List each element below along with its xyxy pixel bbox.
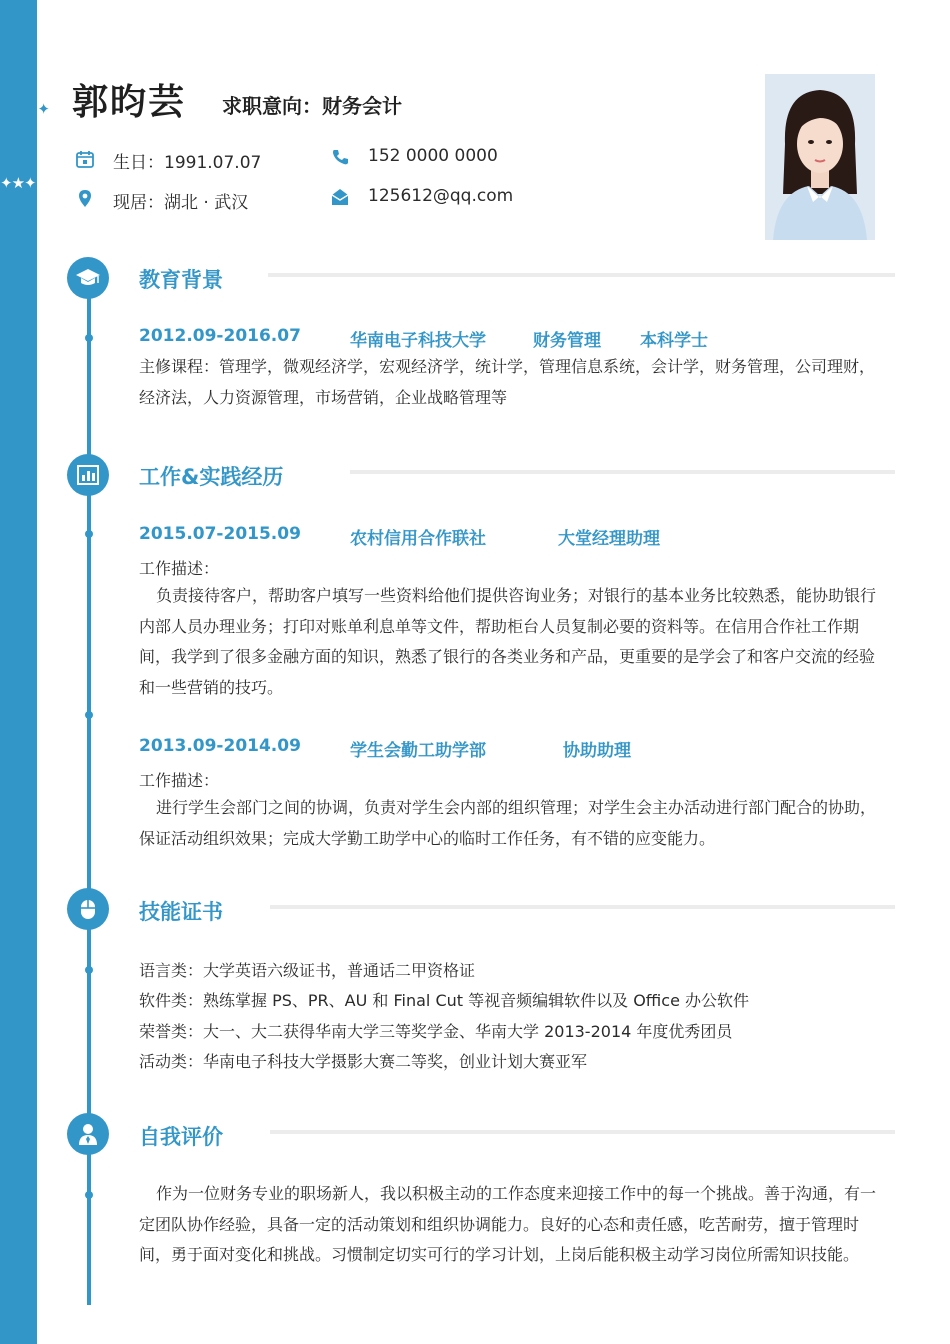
left-accent-bar [0, 0, 37, 1344]
timeline-dot [85, 334, 93, 342]
phone-text: 152 0000 0000 [368, 146, 498, 166]
section-divider [350, 470, 895, 474]
candidate-name: 郭昀芸 [72, 82, 187, 123]
timeline-dot [85, 966, 93, 974]
residence-text: 现居：湖北 · 武汉 [113, 193, 249, 213]
mouse-icon [67, 888, 109, 930]
section-title-education: 教育背景 [139, 268, 223, 292]
graduation-cap-icon [67, 257, 109, 299]
education-school: 华南电子科技大学 [350, 331, 486, 351]
section-divider [268, 273, 895, 277]
work-description: 进行学生会部门之间的协调，负责对学生会内部的组织管理；对学生会主办活动进行部门配合的协助，保证活动组织效果；完成大学勤工助学中心的临时工作任务，有不错的应变能力。 [139, 798, 877, 848]
section-divider [270, 1130, 895, 1134]
user-icon [67, 1113, 109, 1155]
timeline-dot [85, 530, 93, 538]
skill-line: 荣誉类：大一、大二获得华南大学三等奖学金、华南大学 2013-2014 年度优秀团员 [139, 1022, 733, 1041]
section-title-self: 自我评价 [139, 1125, 223, 1149]
email-icon [330, 187, 350, 207]
self-evaluation-text: 作为一位财务专业的职场新人，我以积极主动的工作态度来迎接工作中的每一个挑战。善于沟通，有一定团队协作经验，具备一定的活动策划和组织协调能力。良好的心态和责任感，吃苦耐劳，擅于管理时间，勇于面对变化和挑战。习惯制定切实可行的学习计划，上岗后能积极主动学习岗位所需知识技能。 [139, 1184, 877, 1264]
job-intent: 求职意向：财务会计 [222, 94, 402, 118]
skill-line: 软件类：熟练掌握 PS、PR、AU 和 Final Cut 等视音频编辑软件以及 Office 办公软件 [139, 991, 749, 1010]
email-text: 125612@qq.com [368, 186, 514, 206]
section-divider [270, 905, 895, 909]
work-desc-label: 工作描述： [139, 559, 220, 578]
section-title-work: 工作&实践经历 [139, 465, 284, 489]
work-date: 2013.09-2014.09 [139, 736, 301, 756]
education-courses: 主修课程：管理学，微观经济学，宏观经济学，统计学，管理信息系统，会计学，财务管理，公司理财，经济法，人力资源管理，市场营销，企业战略管理等 [139, 357, 876, 407]
work-date: 2015.07-2015.09 [139, 524, 301, 544]
birthday-text: 生日：1991.07.07 [113, 153, 262, 173]
education-date: 2012.09-2016.07 [139, 326, 301, 346]
work-role: 协助助理 [563, 741, 631, 761]
skill-line: 语言类：大学英语六级证书，普通话二甲资格证 [139, 961, 476, 980]
calendar-icon [75, 149, 95, 169]
work-org: 农村信用合作联社 [350, 529, 486, 549]
star-decoration-icon: ☆★☆✦ [0, 100, 49, 118]
section-title-skills: 技能证书 [139, 900, 223, 924]
work-org: 学生会勤工助学部 [350, 741, 486, 761]
timeline-dot [85, 1191, 93, 1199]
skill-line: 活动类：华南电子科技大学摄影大赛二等奖，创业计划大赛亚军 [139, 1052, 588, 1071]
location-pin-icon [75, 189, 95, 209]
work-role: 大堂经理助理 [558, 529, 660, 549]
star-decoration-icon: ✦★✦ [0, 174, 36, 192]
phone-icon [330, 147, 350, 167]
work-description: 负责接待客户，帮助客户填写一些资料给他们提供咨询业务；对银行的基本业务比较熟悉，能协助银行内部人员办理业务；打印对账单利息单等文件，帮助柜台人员复制必要的资料等。在信用合作社工作期间，我学到了很多金融方面的知识，熟悉了银行的各类业务和产品，更重要的是学会了和客户交流的经验和一些营销的技巧。 [139, 586, 877, 697]
education-degree: 本科学士 [640, 331, 708, 351]
bar-chart-icon [67, 454, 109, 496]
timeline-dot [85, 711, 93, 719]
profile-photo [765, 74, 875, 240]
education-major: 财务管理 [533, 331, 601, 351]
work-desc-label: 工作描述： [139, 771, 220, 790]
